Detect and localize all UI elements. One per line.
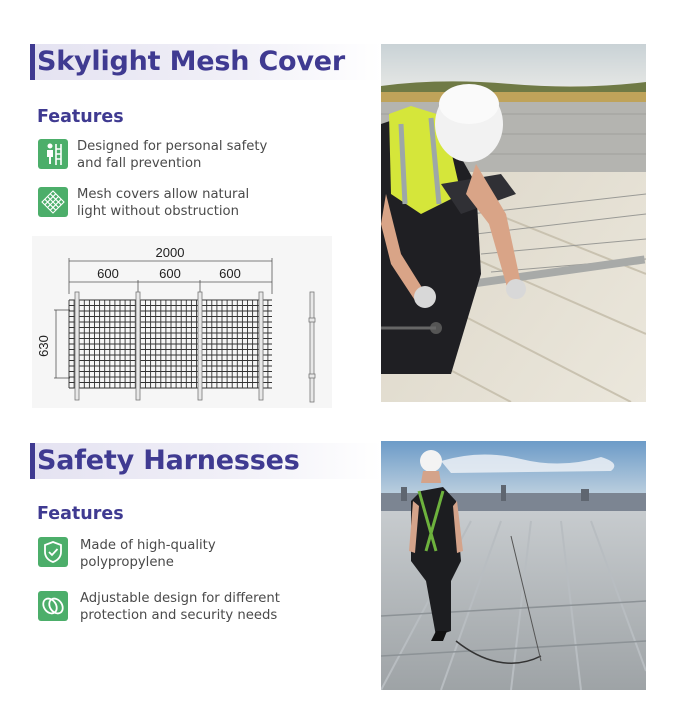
dim-total-width: 2000 (155, 245, 185, 260)
dim-segment-1: 600 (97, 266, 119, 281)
mesh-cover-diagram (32, 236, 332, 408)
section2-title: Safety Harnesses (37, 445, 300, 476)
roof-worker-photo (381, 44, 646, 402)
title-accent-bar (30, 443, 35, 479)
dim-height: 630 (36, 335, 51, 357)
feature-text: Designed for personal safety and fall prevention (77, 139, 268, 171)
dim-segment-2: 600 (159, 266, 181, 281)
title-accent-bar (30, 44, 35, 80)
section1-title-band (30, 44, 382, 80)
adjust-rope-icon (38, 591, 68, 621)
shield-check-icon (38, 537, 68, 567)
dim-segment-3: 600 (219, 266, 241, 281)
harness-worker-photo (381, 441, 646, 690)
feature-text: Mesh covers allow natural light without obstruction (77, 187, 250, 219)
section2-features-heading: Features (37, 504, 124, 524)
feature-text: Adjustable design for different protection and security needs (80, 591, 280, 623)
section1-title: Skylight Mesh Cover (37, 46, 346, 77)
feature-text: Made of high-quality polypropylene (80, 538, 216, 570)
mesh-icon (38, 187, 68, 217)
person-safety-icon (38, 139, 68, 169)
section2-title-band (30, 443, 382, 479)
section1-features-heading: Features (37, 107, 124, 127)
